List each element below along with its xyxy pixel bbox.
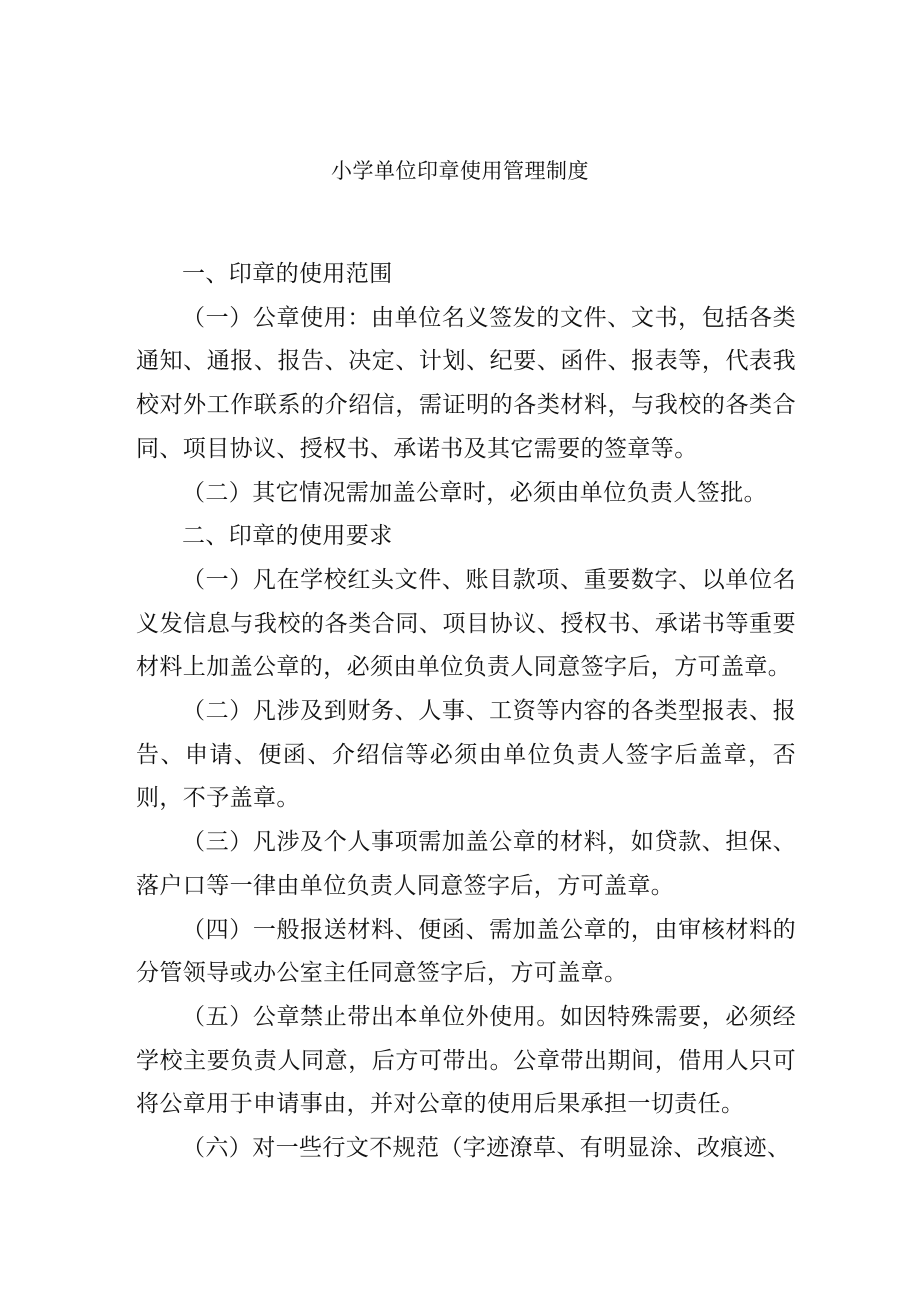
paragraph: （一）公章使用：由单位名义签发的文件、文书，包括各类通知、通报、报告、决定、计划、纪要、函件、报表等，代表我校对外工作联系的介绍信，需证明的各类材料，与我校的各类合同、项目协议、授权书、承诺书及其它需要的签章等。 <box>136 304 796 462</box>
paragraph: （二）其它情况需加盖公章时，必须由单位负责人签批。 <box>182 479 767 506</box>
paragraph: （一）凡在学校红头文件、账目款项、重要数字、以单位名义发信息与我校的各类合同、项目协议、授权书、承诺书等重要材料上加盖公章的，必须由单位负责人同意签字后，方可盖章。 <box>136 566 796 681</box>
paragraph: （六）对一些行文不规范（字迹潦草、有明显涂、改痕迹、 <box>182 1135 791 1162</box>
paragraph: （二）凡涉及到财务、人事、工资等内容的各类型报表、报告、申请、便函、介绍信等必须由单位负责人签字后盖章，否则，不予盖章。 <box>136 698 796 812</box>
paragraph: （四）一般报送材料、便函、需加盖公章的，由审核材料的分管领导或办公室主任同意签字后，方可盖章。 <box>136 916 796 987</box>
document-body <box>136 253 796 1171</box>
document-title: 小学单位印章使用管理制度 <box>331 159 589 183</box>
section-heading: 二、印章的使用要求 <box>182 523 393 550</box>
paragraph: （五）公章禁止带出本单位外使用。如因特殊需要，必须经学校主要负责人同意，后方可带出。公章带出期间，借用人只可将公章用于申请事由，并对公章的使用后果承担一切责任。 <box>136 1003 796 1118</box>
section-heading: 一、印章的使用范围 <box>182 261 393 287</box>
section-usage-scope <box>136 253 796 515</box>
paragraph: （三）凡涉及个人事项需加盖公章的材料，如贷款、担保、落户口等一律由单位负责人同意签字后，方可盖章。 <box>136 829 796 899</box>
section-usage-requirements <box>136 515 796 1171</box>
